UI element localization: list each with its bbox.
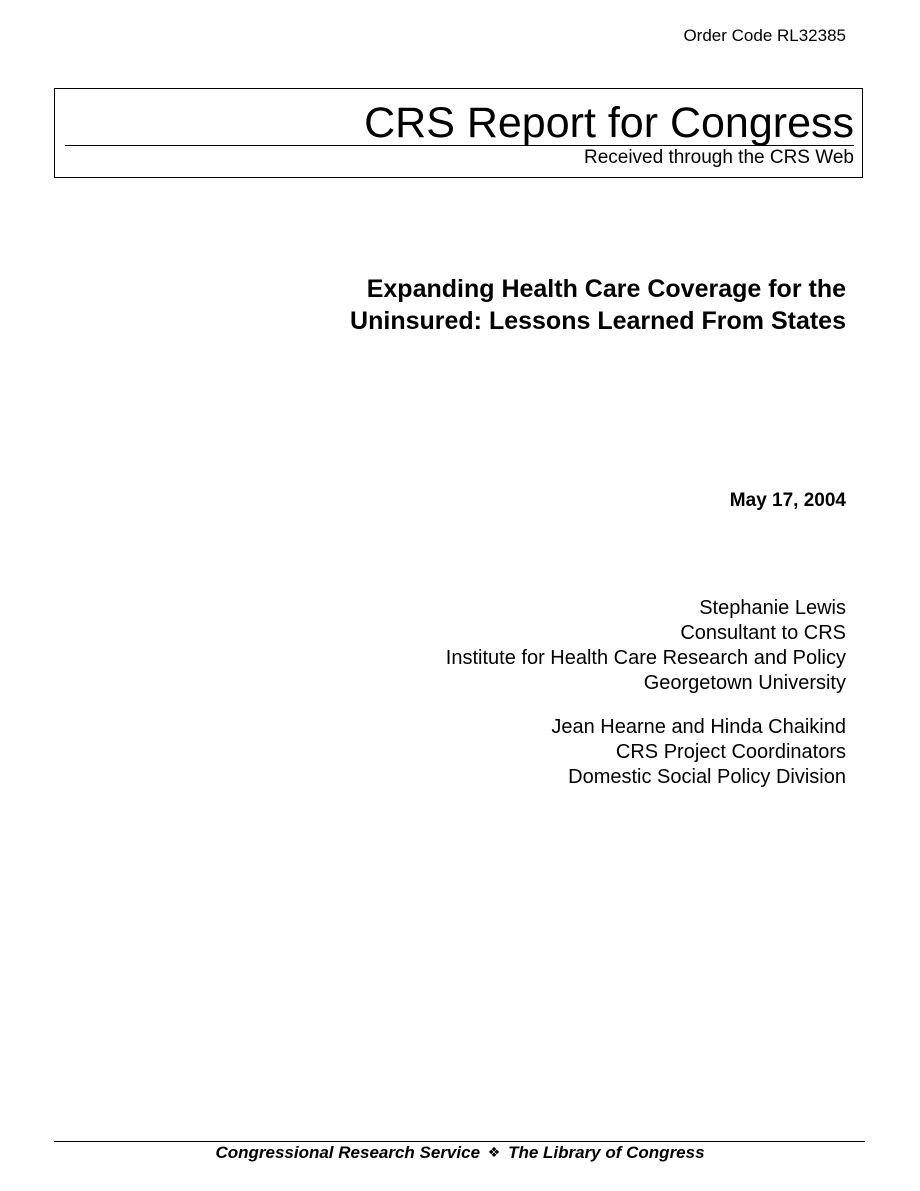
report-title [350, 273, 846, 337]
diamond-separator-icon: ❖ [487, 1145, 501, 1161]
report-header-box [54, 88, 863, 178]
author-university: Georgetown University [643, 672, 846, 694]
coordinator-block [551, 715, 846, 790]
report-series-title: CRS Report for Congress [364, 99, 854, 147]
coordinator-names: Jean Hearne and Hinda Chaikind [551, 716, 846, 738]
order-code: Order Code RL32385 [683, 26, 846, 45]
report-title-line-1: Expanding Health Care Coverage for the [366, 275, 846, 303]
coordinator-role: CRS Project Coordinators [615, 741, 846, 763]
footer [0, 1142, 920, 1165]
author-role: Consultant to CRS [680, 622, 846, 644]
header-divider [65, 145, 854, 146]
report-date: May 17, 2004 [729, 490, 846, 511]
author-name: Stephanie Lewis [699, 597, 846, 619]
author-block [446, 596, 846, 696]
coordinator-division: Domestic Social Policy Division [568, 766, 846, 788]
report-title-line-2: Uninsured: Lessons Learned From States [350, 307, 846, 335]
report-series-subtitle: Received through the CRS Web [583, 147, 854, 168]
footer-right-text: The Library of Congress [508, 1143, 705, 1162]
author-institute: Institute for Health Care Research and Policy [445, 647, 846, 669]
footer-left-text: Congressional Research Service [215, 1143, 481, 1162]
